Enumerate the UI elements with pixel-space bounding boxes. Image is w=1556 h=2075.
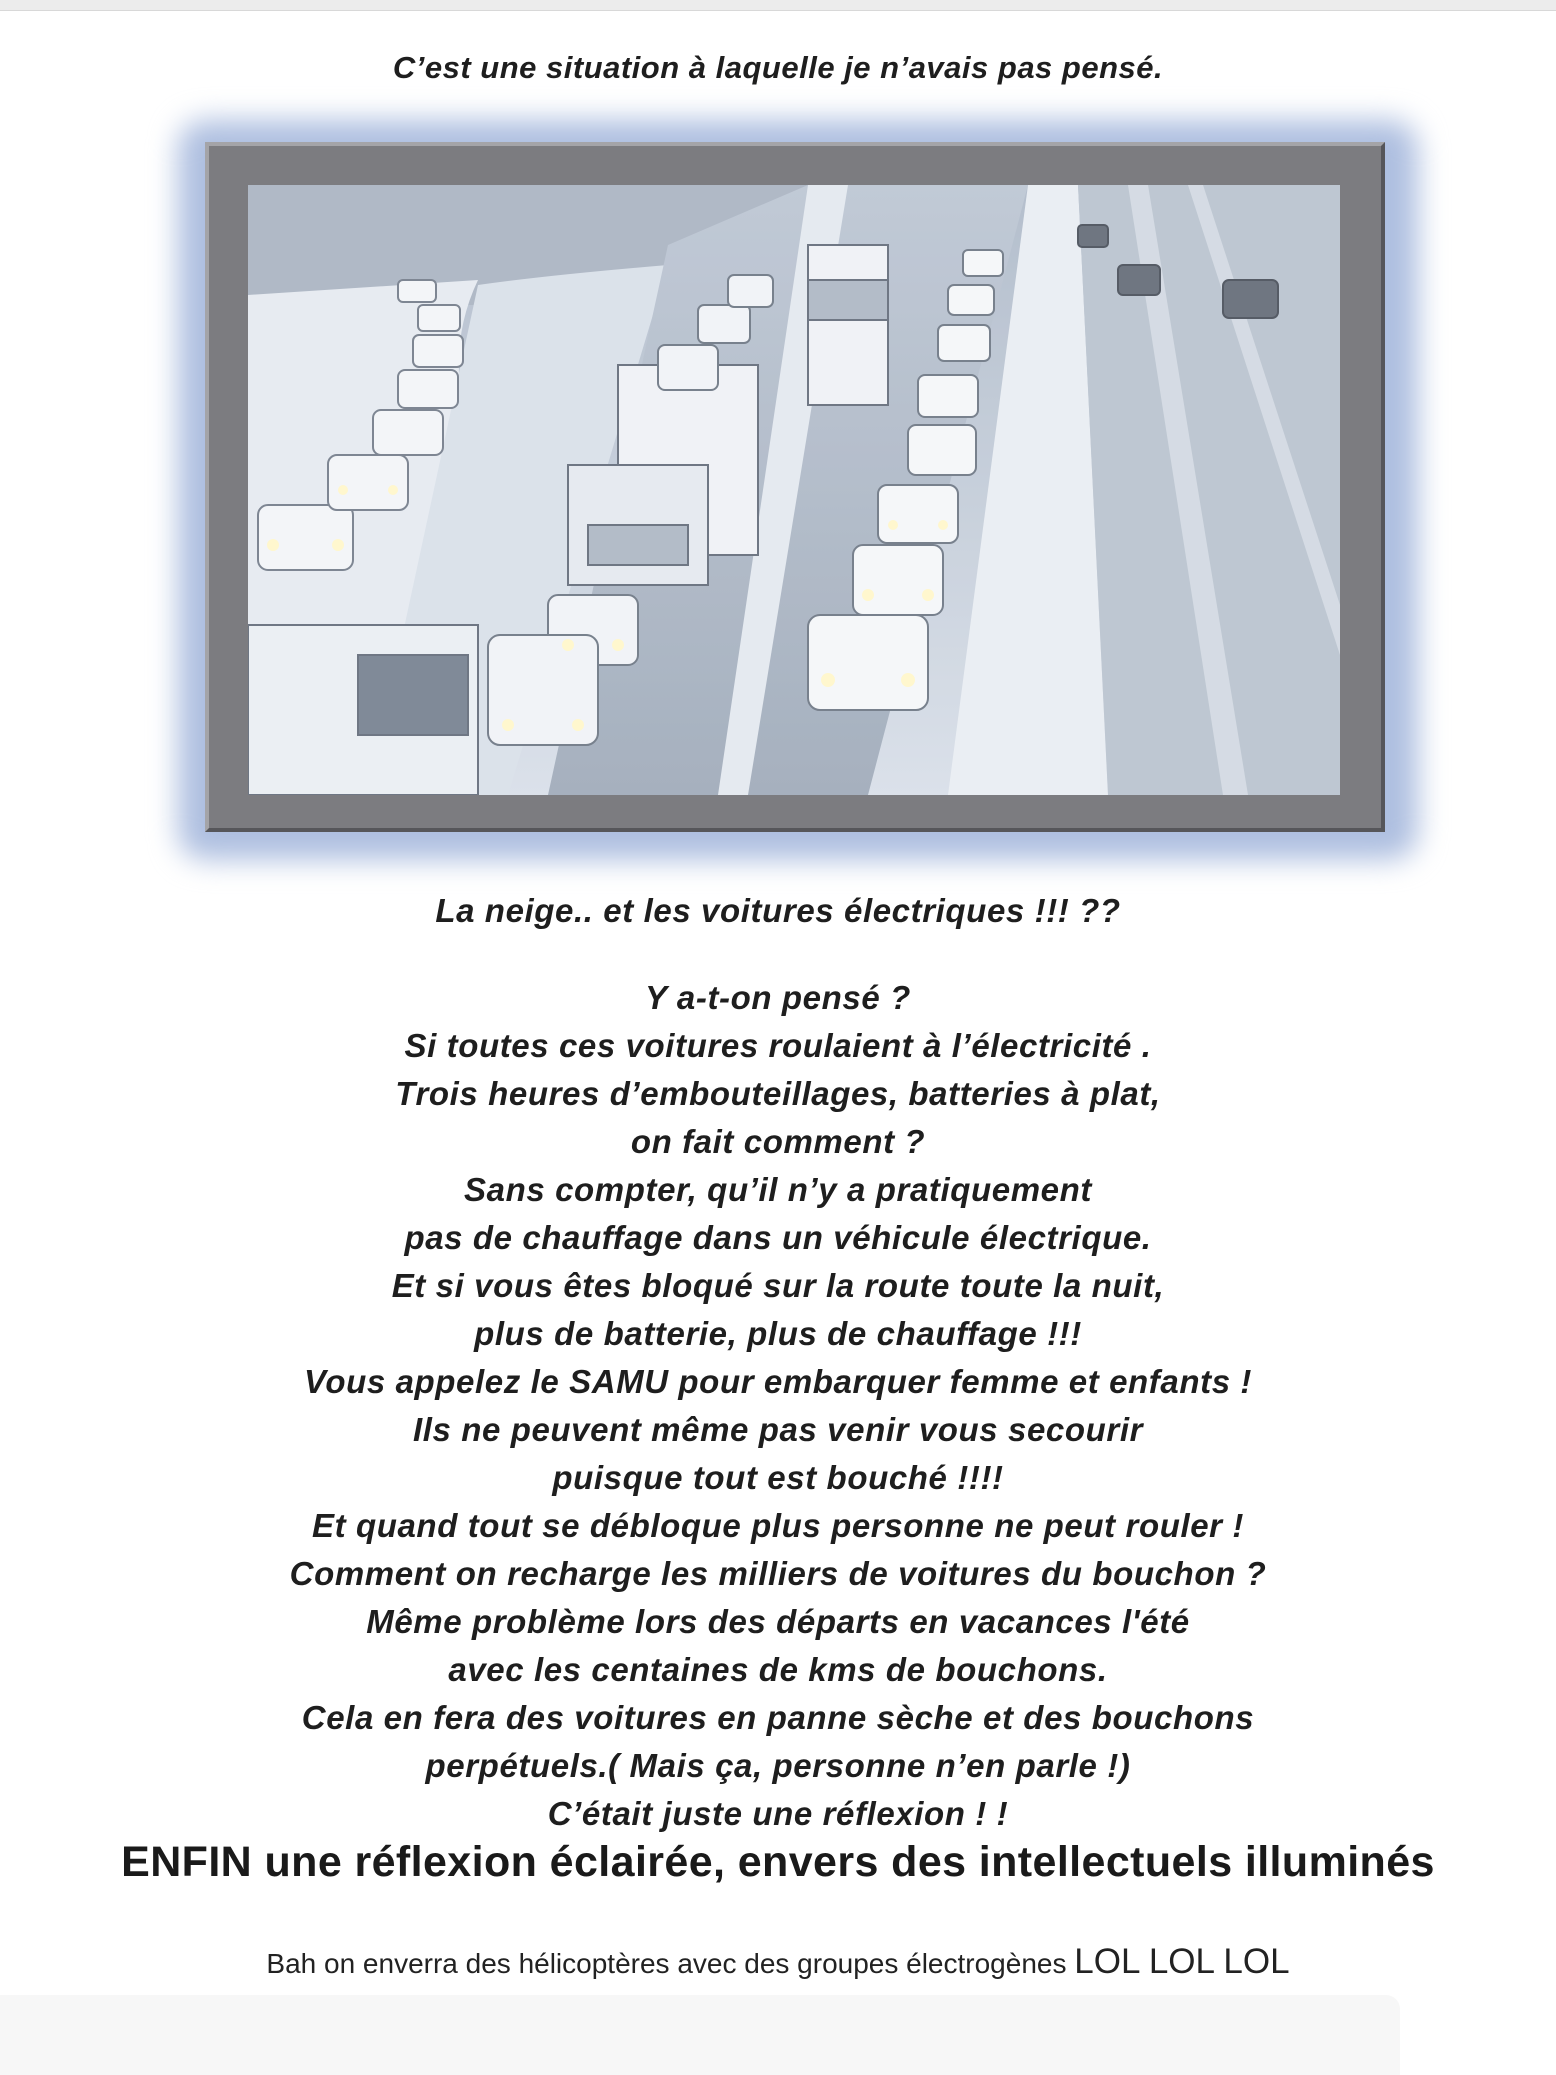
poem-line: Y a-t-on pensé ? (645, 979, 911, 1016)
poem-line: Même problème lors des départs en vacances l'été (366, 1603, 1190, 1640)
poem-line: Si toutes ces voitures roulaient à l’électricité . (404, 1027, 1152, 1064)
page-heading: C’est une situation à laquelle je n’avais pas pensé. (392, 50, 1164, 85)
banner-text: ENFIN une réflexion éclairée, envers des intellectuels illuminés (121, 1838, 1435, 1886)
poem-line: pas de chauffage dans un véhicule électrique. (404, 1219, 1152, 1256)
poem-line: Comment on recharge les milliers de voitures du bouchon ? (289, 1555, 1267, 1592)
poem-line: Ils ne peuvent même pas venir vous secourir (412, 1411, 1144, 1448)
poem-line: Sans compter, qu’il n’y a pratiquement (464, 1171, 1092, 1208)
top-rule (0, 0, 1556, 11)
comment-lol: LOL LOL LOL (1074, 1942, 1290, 1981)
poem-line: Et quand tout se débloque plus personne ne peut rouler ! (312, 1507, 1244, 1544)
poem-line: Cela en fera des voitures en panne sèche et des bouchons (301, 1699, 1255, 1736)
poem-line: on fait comment ? (630, 1123, 926, 1160)
poem-line: Trois heures d’embouteillages, batteries à plat, (395, 1075, 1161, 1112)
poem-line: plus de batterie, plus de chauffage !!! (474, 1315, 1082, 1352)
comment-text (0, 1942, 1556, 1982)
poem-line: puisque tout est bouché !!!! (552, 1459, 1004, 1496)
traffic-snow-photo (248, 185, 1340, 795)
subtitle: La neige.. et les voitures électriques !!! ?? (435, 892, 1121, 929)
poem-line: Vous appelez le SAMU pour embarquer femme et enfants ! (303, 1363, 1253, 1400)
poem-line: C’était juste une réflexion ! ! (547, 1795, 1009, 1832)
bottom-input-area (0, 1995, 1400, 2075)
poem-line: Et si vous êtes bloqué sur la route toute la nuit, (391, 1267, 1165, 1304)
poem-line: perpétuels.( Mais ça, personne n’en parle !) (425, 1747, 1131, 1784)
poem-text (0, 974, 1556, 1838)
comment-body: Bah on enverra des hélicoptères avec des groupes électrogènes (266, 1948, 1075, 1979)
poem-line: avec les centaines de kms de bouchons. (448, 1651, 1108, 1688)
